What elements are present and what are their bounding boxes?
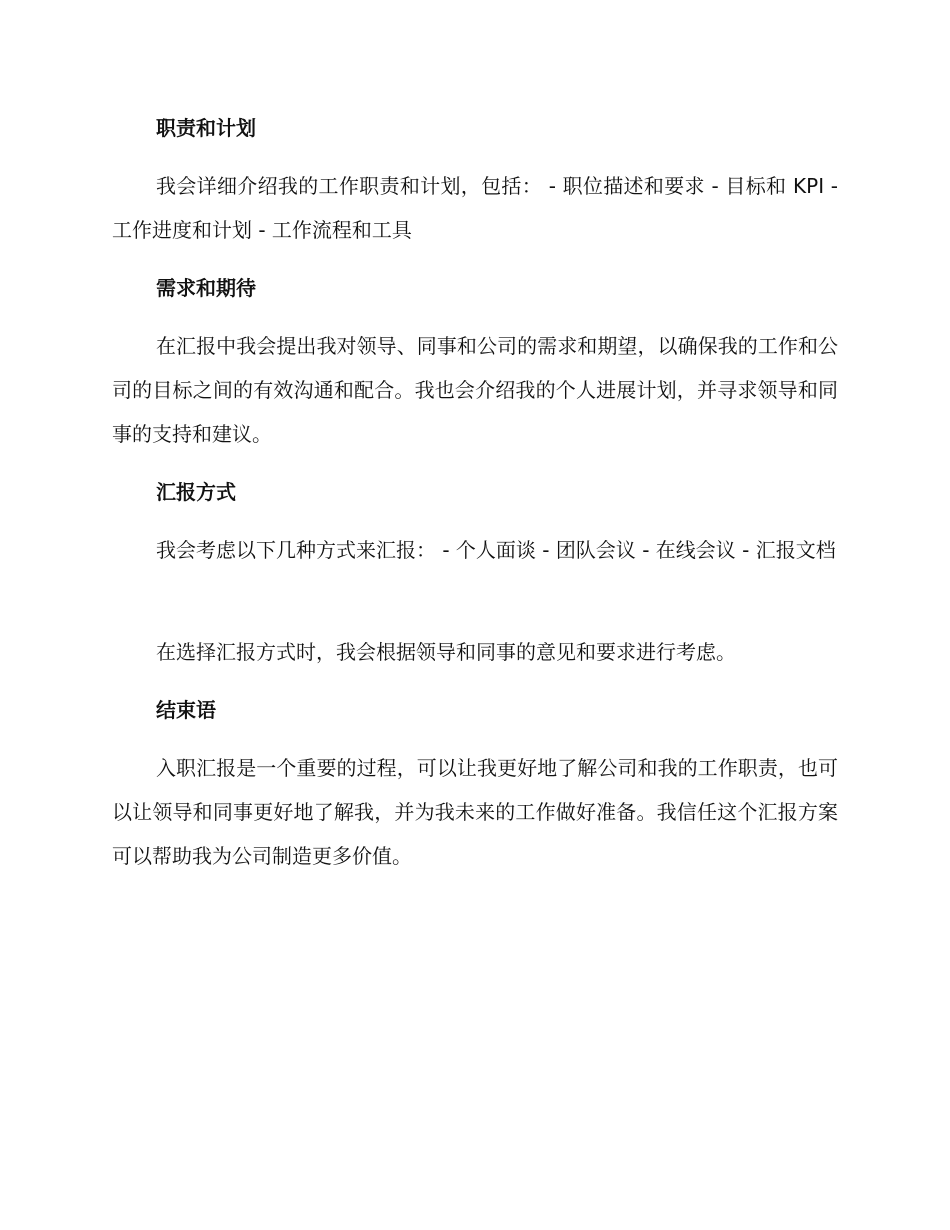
paragraph-needs: 在汇报中我会提出我对领导、同事和公司的需求和期望，以确保我的工作和公司的目标之间的有效沟通和配合。我也会介绍我的个人进展计划，并寻求领导和同事的支持和建议。 xyxy=(112,334,838,446)
section-heading-report-methods: 汇报方式 xyxy=(156,480,236,504)
section-heading-conclusion: 结束语 xyxy=(156,698,216,722)
section-heading-responsibilities: 职责和计划 xyxy=(156,116,256,140)
paragraph-report-methods: 我会考虑以下几种方式来汇报： - 个人面谈 - 团队会议 - 在线会议 - 汇报文档 xyxy=(156,538,836,562)
paragraph-report-method-choice: 在选择汇报方式时，我会根据领导和同事的意见和要求进行考虑。 xyxy=(156,640,736,664)
paragraph-conclusion: 入职汇报是一个重要的过程，可以让我更好地了解公司和我的工作职责，也可以让领导和同事更好地了解我，并为我未来的工作做好准备。我信任这个汇报方案可以帮助我为公司制造更多价值。 xyxy=(112,756,838,868)
section-heading-needs: 需求和期待 xyxy=(156,276,256,300)
paragraph-responsibilities: 我会详细介绍我的工作职责和计划，包括： - 职位描述和要求 - 目标和 KPI - 工作进度和计划 - 工作流程和工具 xyxy=(112,174,838,242)
